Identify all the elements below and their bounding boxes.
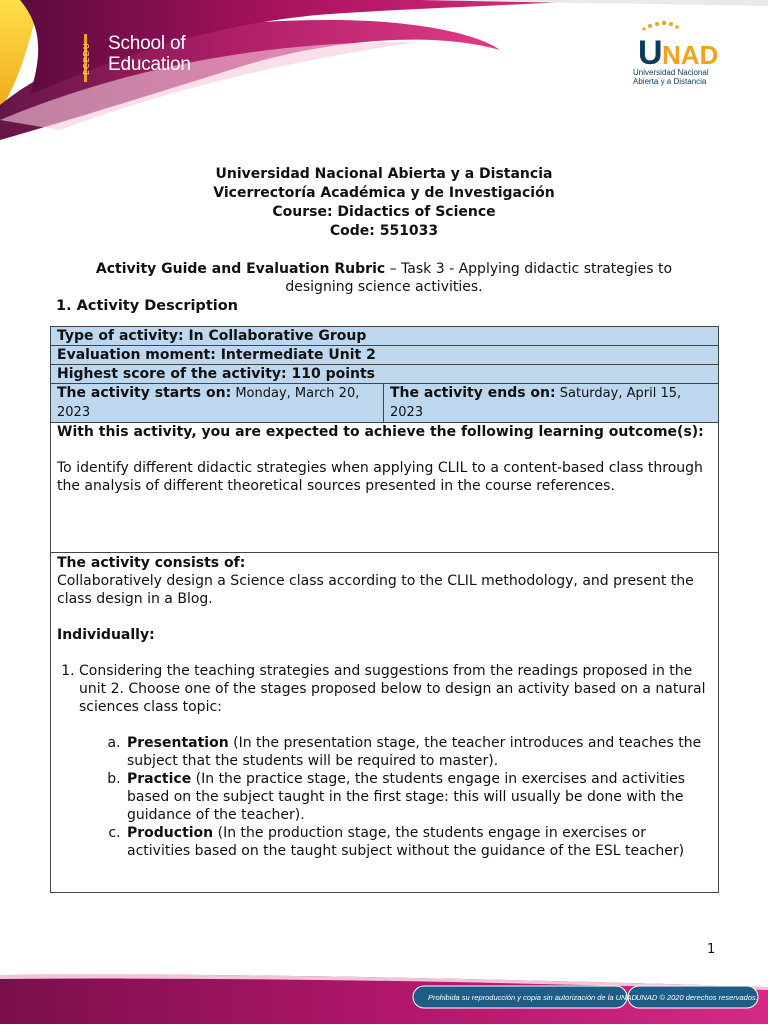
outcome-cell [51,423,719,553]
stage-desc: (In the production stage, the students engage in exercises or activities based on the taught subject without the guidance of the ESL teacher) [127,825,685,859]
highest-score: Highest score of the activity: 110 points [51,365,719,384]
activity-description-table [50,326,719,893]
svg-text:U: U [638,34,663,70]
school-of-education-brand [84,30,214,90]
footer-copyright: UNAD © 2020 derechos reservados. [636,993,758,1002]
vice-rectory: Vicerrectoría Académica y de Investigación [213,185,555,201]
start-date-value: Monday, March 20, 2023 [57,386,360,420]
list-item [125,770,712,824]
consists-cell [51,553,719,893]
unad-logo [620,20,760,88]
guide-title [60,260,708,296]
unad-sub-line2: Abierta y a Distancia [633,77,707,86]
guide-title-rest: – Task 3 - Applying didactic strategies to designing science activities. [285,261,673,295]
individually-heading: Individually: [57,627,155,643]
footer-banner [0,965,768,1024]
stage-name: Production [127,825,214,841]
start-date-cell [51,384,384,423]
evaluation-moment: Evaluation moment: Intermediate Unit 2 [51,346,719,365]
row-consists [51,553,719,893]
brand-vertical-text: ECEDU [82,42,91,76]
university-name: Universidad Nacional Abierta y a Distancia [215,166,553,182]
list-item [125,824,712,860]
start-date-label: The activity starts on: [57,385,232,401]
row-dates [51,384,719,423]
brand-line1: School of [108,33,186,54]
document-heading [60,165,708,241]
row-type [51,327,719,346]
svg-text:NAD: NAD [662,40,719,70]
brand-line2: Education [108,54,191,75]
course-code: Code: 551033 [329,223,439,239]
page-number: 1 [707,942,716,957]
type-of-activity: Type of activity: In Collaborative Group [51,327,719,346]
stage-desc: (In the presentation stage, the teacher introduces and teaches the subject that the students will be required to master). [127,735,702,769]
unad-logo-subtitle [633,68,763,86]
step1-text: Considering the teaching strategies and suggestions from the readings proposed in the unit 2. Choose one of the stages proposed below to design an activity based on a natural sciences class topic: [79,663,706,715]
stage-name: Presentation [127,735,229,751]
footer-notice: Prohibida su reproducción y copia sin autorización de la UNAD. [428,993,639,1002]
list-item [79,662,712,860]
unad-logo-mark [620,20,760,70]
header-banner [0,0,768,140]
steps-list [57,662,712,860]
list-item [125,734,712,770]
unad-sub-line1: Universidad Nacional [633,68,709,77]
section-heading: 1. Activity Description [56,298,239,314]
guide-title-bold: Activity Guide and Evaluation Rubric [95,261,386,277]
stages-list [57,734,712,860]
end-date-value: Saturday, April 15, 2023 [390,386,682,420]
end-date-label: The activity ends on: [390,385,556,401]
row-score [51,365,719,384]
consists-text: Collaboratively design a Science class according to the CLIL methodology, and present the class design in a Blog. [57,573,694,607]
consists-heading: The activity consists of: [57,555,246,571]
end-date-cell [384,384,719,423]
row-moment [51,346,719,365]
stage-name: Practice [127,771,192,787]
outcome-heading: With this activity, you are expected to achieve the following learning outcome(s): [57,424,704,440]
course-name: Course: Didactics of Science [272,204,496,220]
outcome-text: To identify different didactic strategies when applying CLIL to a content-based class through the analysis of different theoretical sources presented in the course references. [57,460,703,494]
stage-desc: (In the practice stage, the students engage in exercises and activities based on the subject taught in the first stage: this will usually be done with the guidance of the teacher). [127,771,686,823]
row-outcome [51,423,719,553]
